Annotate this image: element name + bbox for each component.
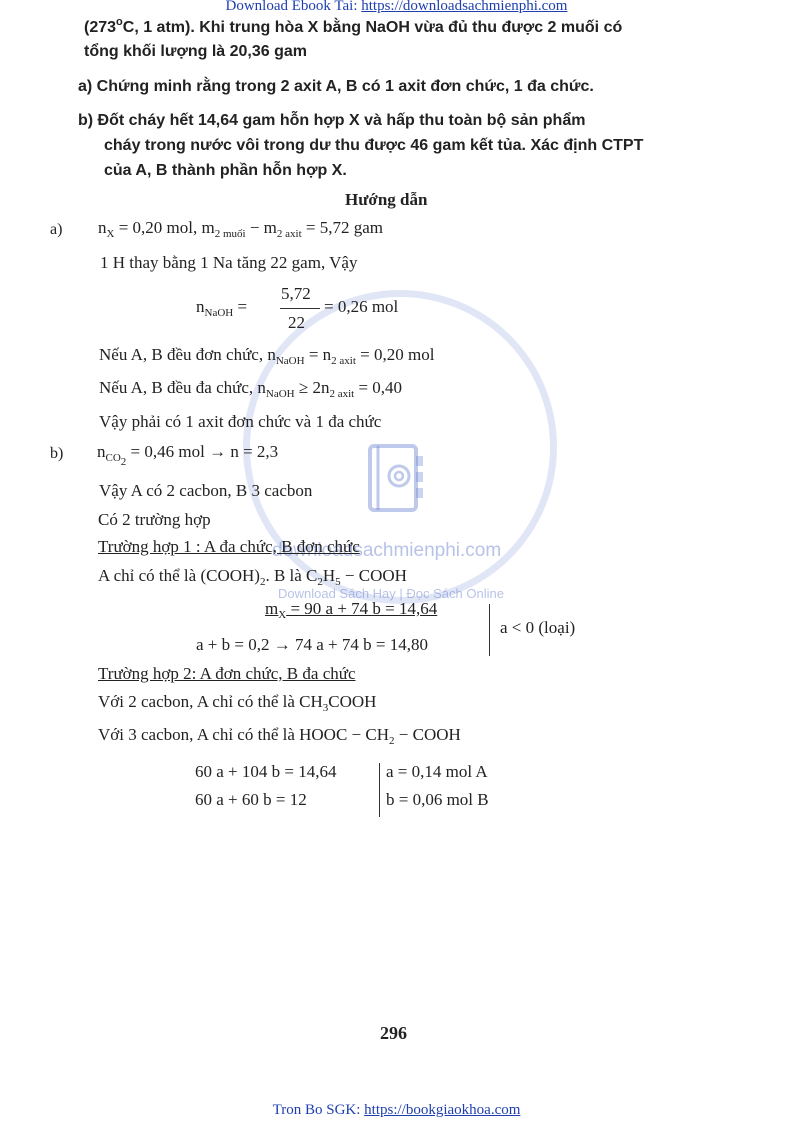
guide-title: Hướng dẫn — [345, 190, 428, 209]
result-b: b = 0,06 mol B — [386, 790, 489, 809]
footer-prefix: Tron Bo SGK: — [272, 1102, 365, 1118]
result-a: a = 0,14 mol A — [386, 762, 488, 781]
system-brace — [379, 763, 380, 817]
system-eq-1: 60 a + 104 b = 14,64 — [195, 762, 337, 781]
question-b-line-3: của A, B thành phần hỗn hợp X. — [104, 162, 347, 179]
equation-1: $m_X = 90$ a + 74 b = 14,64 — [265, 599, 438, 621]
header-link[interactable]: https://downloadsachmienphi.com — [361, 0, 568, 14]
part-a-line-5: Nếu A, B đều đa chức, $n_{NaOH} \ge 2n_{2 axit} = 0,40$ — [99, 378, 403, 400]
question-b-line-2: cháy trong nước vôi trong dư thu được 46 gam kết tủa. Xác định CTPT — [104, 137, 644, 154]
problem-line-1: (273$^o$C, 1 atm). Khi trung hòa X bằng NaOH vừa đủ thu được 2 muối có — [84, 16, 623, 36]
case-1-line: A chỉ có thể là $(COOH)_2$. B là $C_2H_5$ − COOH — [98, 566, 407, 588]
part-b-line-2: Vậy A có 2 cacbon, B 3 cacbon — [99, 481, 313, 500]
problem-line-2: tổng khối lượng là 20,36 gam — [84, 43, 307, 60]
case-2-heading: Trường hợp 2: A đơn chức, B đa chức — [98, 664, 356, 683]
part-a-label: a) — [50, 221, 63, 238]
question-a: a) Chứng minh rằng trong 2 axit A, B có 1 axit đơn chức, 1 đa chức. — [78, 78, 594, 95]
part-b-line-3: Có 2 trường hợp — [98, 510, 211, 529]
case-2-line-1: Với 2 cacbon, A chỉ có thể là $CH_3COOH$ — [98, 692, 377, 714]
case-1-heading: Trường hợp 1 : A đa chức, B đơn chức — [98, 537, 360, 556]
fraction-denominator: 22 — [288, 313, 305, 332]
fraction-bar — [280, 308, 320, 309]
page-number: 296 — [380, 1023, 407, 1043]
footer-link[interactable]: https://bookgiaokhoa.com — [364, 1102, 521, 1118]
question-b-line-1: b) Đốt cháy hết 14,64 gam hỗn hợp X và hấp thu toàn bộ sản phẩm — [78, 112, 586, 129]
fraction-numerator: 5,72 — [281, 284, 311, 303]
part-a-conclusion: Vậy phải có 1 axit đơn chức và 1 đa chức — [99, 412, 382, 431]
fraction-lhs: $n_{NaOH}$ = — [196, 297, 248, 319]
system-eq-2: 60 a + 60 b = 12 — [195, 790, 307, 809]
watermark-text: downloadsachmienphi.com — [272, 540, 502, 561]
part-a-line-1: $n_X = 0,20$ mol, $m_{2 muối} - m_{2 axit} = 5,72$ gam — [98, 218, 384, 240]
equation-2: a + b = 0,2 → 74 a + 74 b = 14,80 — [196, 635, 428, 654]
equation-brace — [489, 604, 490, 656]
watermark-book-icon — [362, 440, 428, 518]
part-b-line-1: $n_{CO_2} = 0,46$ mol → n = 2,3 — [97, 442, 279, 468]
footer-link-line — [0, 1102, 793, 1119]
header-link-line — [0, 0, 793, 15]
case-2-line-2: Với 3 cacbon, A chỉ có thể là HOOC − $CH_2$ − COOH — [98, 725, 461, 747]
part-a-line-2: 1 H thay bằng 1 Na tăng 22 gam, Vậy — [100, 253, 358, 272]
header-prefix: Download Ebook Tai: — [225, 0, 362, 14]
equation-result: a < 0 (loại) — [500, 618, 576, 637]
fraction-result: = 0,26 mol — [324, 297, 399, 316]
part-a-line-4: Nếu A, B đều đơn chức, $n_{NaOH} = n_{2 axit} = 0,20$ mol — [99, 345, 435, 367]
part-b-label: b) — [50, 445, 64, 462]
watermark-subtext: Download Sách Hay | Đọc Sách Online — [278, 586, 504, 601]
